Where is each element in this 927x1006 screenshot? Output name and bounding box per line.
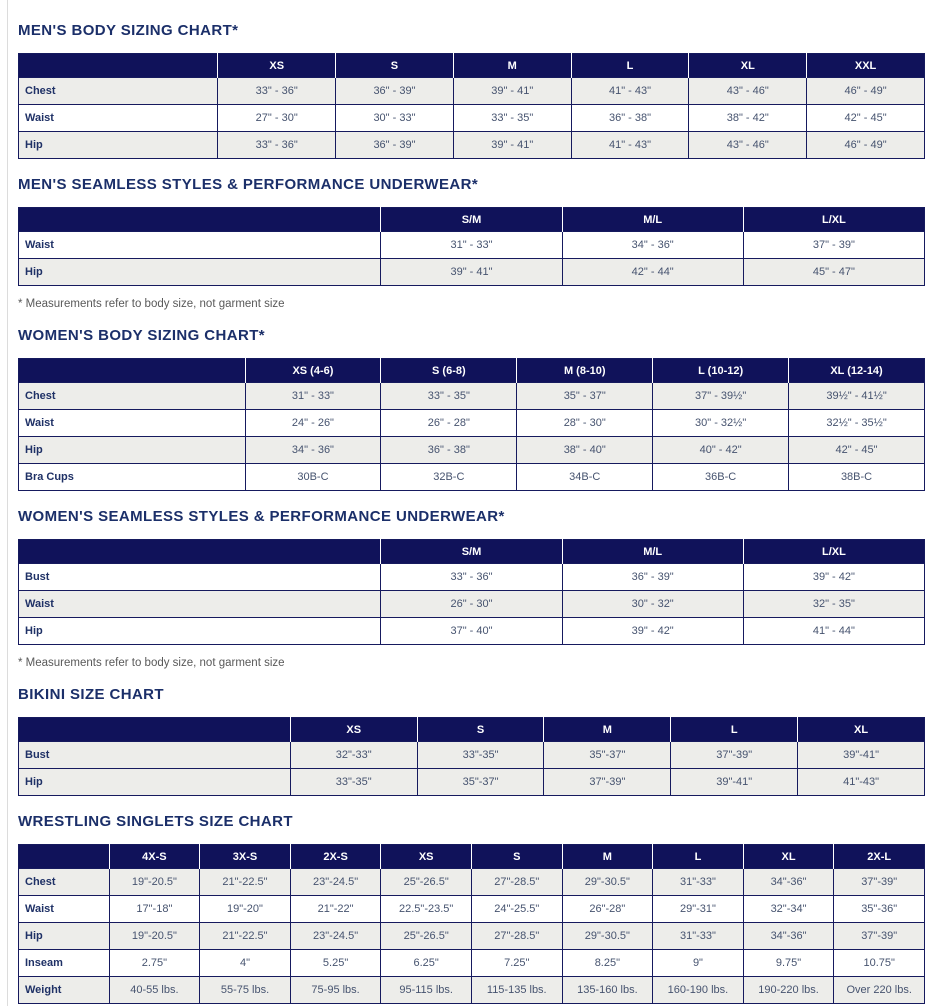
table-cell: 33" - 35" (453, 105, 571, 132)
table-cell: 26"-28" (562, 896, 653, 923)
row-label: Chest (19, 383, 246, 410)
table-cell: 37" - 40" (381, 618, 562, 645)
table-cell: 33" - 35" (381, 383, 517, 410)
row-label: Bust (19, 742, 291, 769)
header-cell-size: M (8-10) (517, 359, 653, 383)
header-cell-empty (19, 208, 381, 232)
table-cell: 41" - 43" (571, 78, 689, 105)
table-row (19, 383, 925, 410)
row-label: Inseam (19, 950, 110, 977)
page-left-rule (7, 0, 8, 1006)
table-cell: 34" - 36" (245, 437, 381, 464)
table-cell: 46" - 49" (807, 132, 925, 159)
table-cell: 26" - 30" (381, 591, 562, 618)
table-cell: 37" - 39½" (653, 383, 789, 410)
section-title: MEN'S SEAMLESS STYLES & PERFORMANCE UNDERWEAR* (18, 176, 479, 193)
table-cell: 39" - 41" (453, 132, 571, 159)
table-cell: 33" - 36" (381, 564, 562, 591)
table-cell: 190-220 lbs. (743, 977, 834, 1004)
table-cell: 45" - 47" (743, 259, 924, 286)
table-cell: 36" - 39" (336, 78, 454, 105)
table-cell: 21"-22" (290, 896, 381, 923)
row-label: Waist (19, 232, 381, 259)
table-cell: 37" - 39" (743, 232, 924, 259)
section-title: MEN'S BODY SIZING CHART* (18, 22, 239, 39)
header-cell-empty (19, 540, 381, 564)
table-cell: 35"-37" (544, 742, 671, 769)
table-cell: 17"-18" (109, 896, 200, 923)
header-cell-size: XXL (807, 54, 925, 78)
measurement-footnote: * Measurements refer to body size, not garment size (18, 657, 285, 669)
table-cell: 35"-37" (417, 769, 544, 796)
table-cell: 6.25" (381, 950, 472, 977)
section-womens-seamless (18, 508, 925, 669)
header-cell-size: S (336, 54, 454, 78)
header-cell-empty (19, 718, 291, 742)
table-cell: 19"-20.5" (109, 869, 200, 896)
mens-body-sizing-table (18, 53, 925, 159)
table-cell: 39½" - 41½" (789, 383, 925, 410)
bikini-size-table (18, 717, 925, 796)
table-cell: 32B-C (381, 464, 517, 491)
row-label: Hip (19, 437, 246, 464)
mens-seamless-table (18, 207, 925, 286)
table-cell: 43" - 46" (689, 78, 807, 105)
row-label: Bra Cups (19, 464, 246, 491)
header-cell-size: L/XL (743, 208, 924, 232)
table-row (19, 742, 925, 769)
table-cell: 29"-31" (653, 896, 744, 923)
table-row (19, 437, 925, 464)
header-row (19, 359, 925, 383)
header-cell-size: 3X-S (200, 845, 291, 869)
table-cell: 55-75 lbs. (200, 977, 291, 1004)
table-cell: 34"-36" (743, 869, 834, 896)
table-cell: 37"-39" (834, 923, 925, 950)
table-row (19, 105, 925, 132)
table-cell: 39" - 41" (381, 259, 562, 286)
table-row (19, 259, 925, 286)
header-cell-size: L/XL (743, 540, 924, 564)
table-row (19, 564, 925, 591)
header-cell-size: S (417, 718, 544, 742)
table-cell: 26" - 28" (381, 410, 517, 437)
table-cell: 34" - 36" (562, 232, 743, 259)
table-cell: 22.5"-23.5" (381, 896, 472, 923)
row-label: Waist (19, 410, 246, 437)
table-cell: 28" - 30" (517, 410, 653, 437)
table-cell: 35" - 37" (517, 383, 653, 410)
table-cell: 42" - 45" (807, 105, 925, 132)
table-cell: 31" - 33" (245, 383, 381, 410)
header-cell-size: XL (743, 845, 834, 869)
table-cell: 39"-41" (671, 769, 798, 796)
table-cell: 38" - 42" (689, 105, 807, 132)
table-cell: 46" - 49" (807, 78, 925, 105)
table-cell: Over 220 lbs. (834, 977, 925, 1004)
header-cell-size: S/M (381, 540, 562, 564)
table-cell: 27" - 30" (218, 105, 336, 132)
header-row (19, 54, 925, 78)
table-cell: 23"-24.5" (290, 869, 381, 896)
section-wrestling-singlets (18, 813, 925, 1004)
table-cell: 8.25" (562, 950, 653, 977)
table-cell: 39"-41" (798, 742, 925, 769)
header-cell-empty (19, 54, 218, 78)
table-row (19, 977, 925, 1004)
table-cell: 42" - 45" (789, 437, 925, 464)
table-cell: 30" - 33" (336, 105, 454, 132)
header-row (19, 845, 925, 869)
table-cell: 33" - 36" (218, 78, 336, 105)
table-cell: 42" - 44" (562, 259, 743, 286)
row-label: Chest (19, 78, 218, 105)
header-cell-size: XS (218, 54, 336, 78)
table-cell: 27"-28.5" (471, 923, 562, 950)
row-label: Chest (19, 869, 110, 896)
wrestling-singlets-table (18, 844, 925, 1004)
table-cell: 34"-36" (743, 923, 834, 950)
section-womens-body-sizing (18, 327, 925, 491)
table-cell: 30" - 32½" (653, 410, 789, 437)
row-label: Hip (19, 618, 381, 645)
table-cell: 4" (200, 950, 291, 977)
table-cell: 9.75" (743, 950, 834, 977)
header-cell-size: S/M (381, 208, 562, 232)
section-title: WOMEN'S SEAMLESS STYLES & PERFORMANCE UNDERWEAR* (18, 508, 505, 525)
header-cell-size: L (571, 54, 689, 78)
header-cell-size: 2X-L (834, 845, 925, 869)
section-title: WOMEN'S BODY SIZING CHART* (18, 327, 266, 344)
section-mens-body-sizing (18, 22, 925, 159)
header-cell-size: XL (12-14) (789, 359, 925, 383)
table-cell: 41" - 43" (571, 132, 689, 159)
table-cell: 36" - 39" (336, 132, 454, 159)
header-cell-size: 2X-S (290, 845, 381, 869)
table-cell: 9" (653, 950, 744, 977)
table-row (19, 78, 925, 105)
table-cell: 32" - 35" (743, 591, 924, 618)
header-cell-size: XL (798, 718, 925, 742)
table-cell: 29"-30.5" (562, 923, 653, 950)
header-cell-size: XS (290, 718, 417, 742)
table-cell: 36" - 39" (562, 564, 743, 591)
row-label: Waist (19, 105, 218, 132)
header-cell-size: L (671, 718, 798, 742)
table-cell: 40" - 42" (653, 437, 789, 464)
table-cell: 30" - 32" (562, 591, 743, 618)
table-cell: 33"-35" (417, 742, 544, 769)
section-title: WRESTLING SINGLETS SIZE CHART (18, 813, 293, 830)
table-cell: 33" - 36" (218, 132, 336, 159)
table-cell: 31"-33" (653, 869, 744, 896)
section-bikini-size (18, 686, 925, 796)
header-row (19, 540, 925, 564)
header-cell-size: M (562, 845, 653, 869)
table-row (19, 232, 925, 259)
table-cell: 115-135 lbs. (471, 977, 562, 1004)
header-row (19, 718, 925, 742)
table-cell: 39" - 41" (453, 78, 571, 105)
table-cell: 21"-22.5" (200, 923, 291, 950)
table-cell: 30B-C (245, 464, 381, 491)
table-cell: 21"-22.5" (200, 869, 291, 896)
header-cell-size: 4X-S (109, 845, 200, 869)
table-cell: 23"-24.5" (290, 923, 381, 950)
table-cell: 2.75" (109, 950, 200, 977)
row-label: Weight (19, 977, 110, 1004)
table-row (19, 410, 925, 437)
header-cell-size: XS (381, 845, 472, 869)
table-cell: 25"-26.5" (381, 869, 472, 896)
table-cell: 38B-C (789, 464, 925, 491)
header-cell-size: S (471, 845, 562, 869)
table-row (19, 591, 925, 618)
table-cell: 37"-39" (671, 742, 798, 769)
table-cell: 37"-39" (834, 869, 925, 896)
table-cell: 32"-33" (290, 742, 417, 769)
table-cell: 41" - 44" (743, 618, 924, 645)
table-cell: 40-55 lbs. (109, 977, 200, 1004)
table-cell: 19"-20" (200, 896, 291, 923)
header-cell-size: M/L (562, 208, 743, 232)
row-label: Waist (19, 591, 381, 618)
table-cell: 31"-33" (653, 923, 744, 950)
measurement-footnote: * Measurements refer to body size, not garment size (18, 298, 285, 310)
table-cell: 95-115 lbs. (381, 977, 472, 1004)
table-cell: 27"-28.5" (471, 869, 562, 896)
table-cell: 135-160 lbs. (562, 977, 653, 1004)
table-cell: 35"-36" (834, 896, 925, 923)
table-cell: 7.25" (471, 950, 562, 977)
row-label: Bust (19, 564, 381, 591)
table-cell: 25"-26.5" (381, 923, 472, 950)
header-cell-size: XL (689, 54, 807, 78)
row-label: Waist (19, 896, 110, 923)
table-row (19, 896, 925, 923)
table-row (19, 464, 925, 491)
table-row (19, 618, 925, 645)
header-cell-empty (19, 359, 246, 383)
header-cell-empty (19, 845, 110, 869)
table-cell: 5.25" (290, 950, 381, 977)
table-cell: 41"-43" (798, 769, 925, 796)
table-cell: 31" - 33" (381, 232, 562, 259)
table-cell: 32½" - 35½" (789, 410, 925, 437)
header-cell-size: M (544, 718, 671, 742)
table-row (19, 132, 925, 159)
womens-seamless-table (18, 539, 925, 645)
header-cell-size: XS (4-6) (245, 359, 381, 383)
row-label: Hip (19, 259, 381, 286)
table-cell: 37"-39" (544, 769, 671, 796)
womens-body-sizing-table (18, 358, 925, 491)
header-cell-size: M (453, 54, 571, 78)
table-row (19, 869, 925, 896)
table-cell: 75-95 lbs. (290, 977, 381, 1004)
header-cell-size: M/L (562, 540, 743, 564)
table-cell: 36" - 38" (381, 437, 517, 464)
section-mens-seamless (18, 176, 925, 310)
header-cell-size: L (10-12) (653, 359, 789, 383)
table-cell: 24" - 26" (245, 410, 381, 437)
table-cell: 19"-20.5" (109, 923, 200, 950)
table-row (19, 923, 925, 950)
table-cell: 33"-35" (290, 769, 417, 796)
header-cell-size: S (6-8) (381, 359, 517, 383)
row-label: Hip (19, 923, 110, 950)
table-cell: 10.75" (834, 950, 925, 977)
table-cell: 34B-C (517, 464, 653, 491)
table-row (19, 950, 925, 977)
table-cell: 24"-25.5" (471, 896, 562, 923)
header-row (19, 208, 925, 232)
table-cell: 36" - 38" (571, 105, 689, 132)
header-cell-size: L (653, 845, 744, 869)
table-cell: 38" - 40" (517, 437, 653, 464)
table-cell: 39" - 42" (743, 564, 924, 591)
table-cell: 36B-C (653, 464, 789, 491)
table-cell: 32"-34" (743, 896, 834, 923)
row-label: Hip (19, 769, 291, 796)
table-cell: 29"-30.5" (562, 869, 653, 896)
row-label: Hip (19, 132, 218, 159)
table-cell: 39" - 42" (562, 618, 743, 645)
table-cell: 43" - 46" (689, 132, 807, 159)
table-row (19, 769, 925, 796)
table-cell: 160-190 lbs. (653, 977, 744, 1004)
section-title: BIKINI SIZE CHART (18, 686, 164, 703)
